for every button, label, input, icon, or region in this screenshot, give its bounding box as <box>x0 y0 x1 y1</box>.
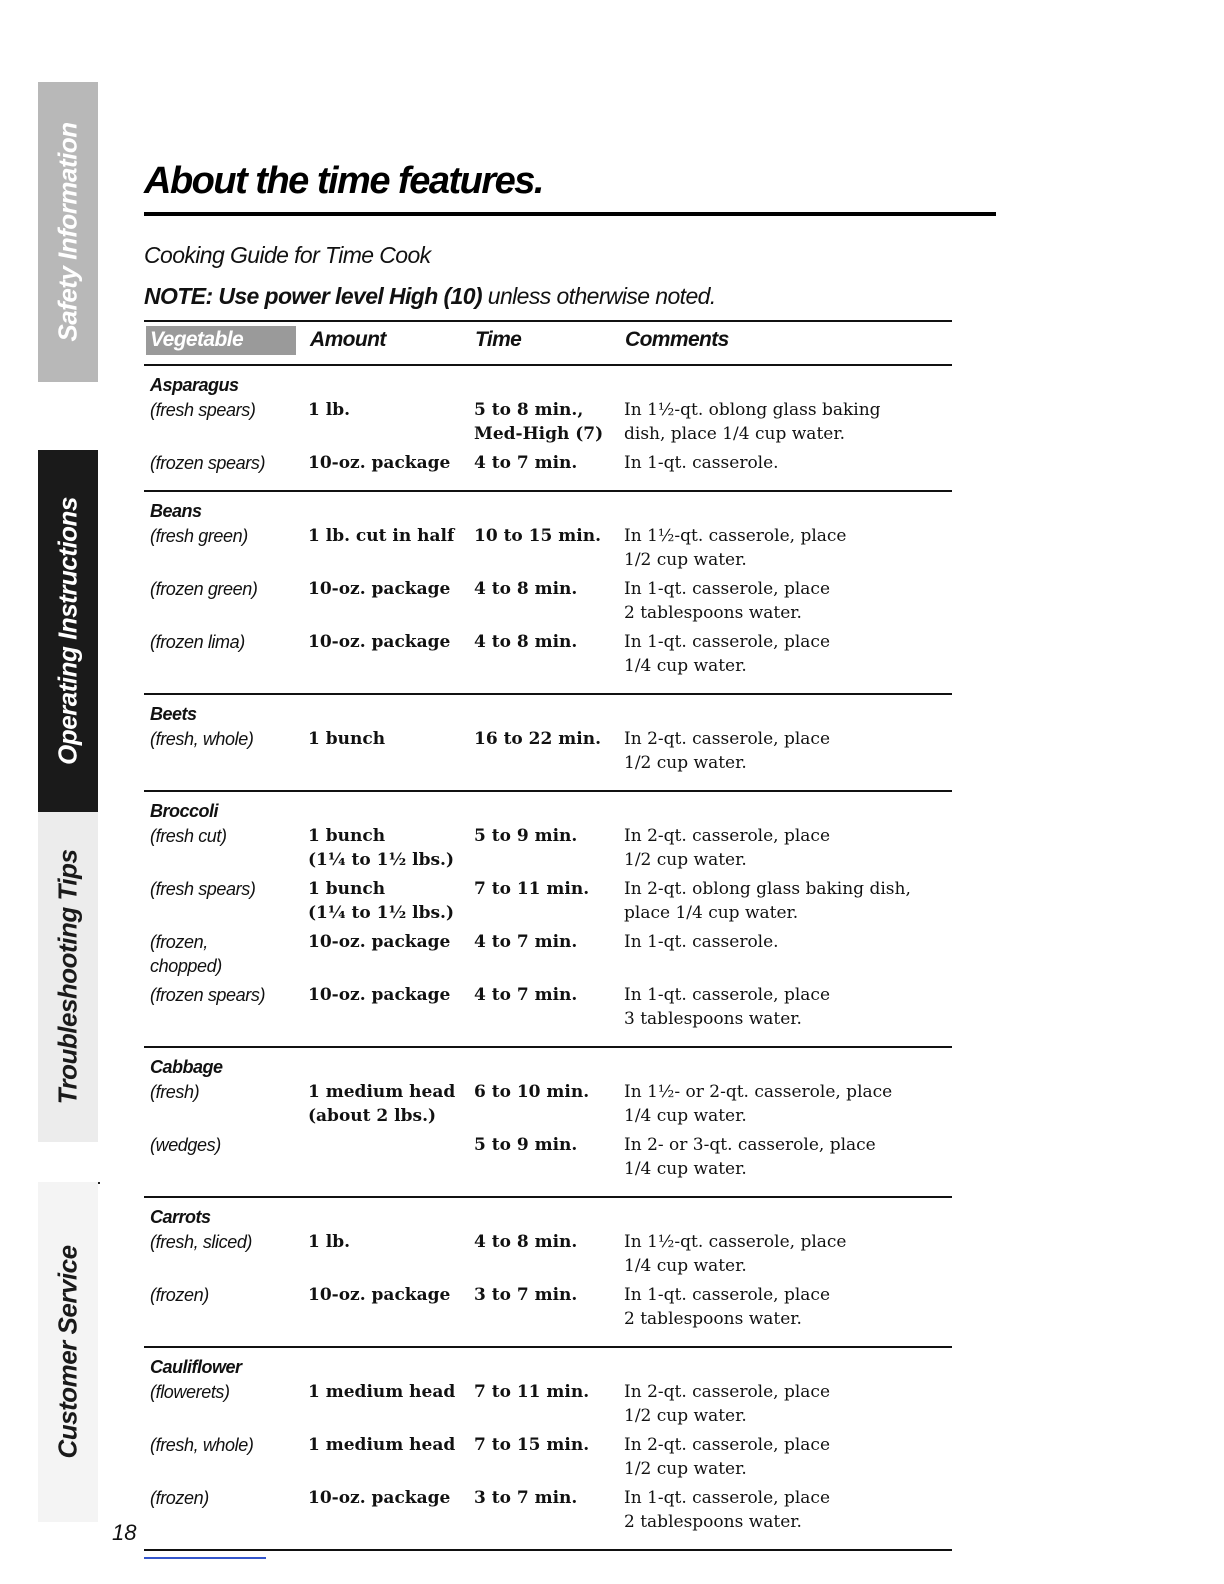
row-amount: 1 lb. <box>308 400 351 420</box>
row-variety: (frozen green) <box>150 579 258 599</box>
row-variety: (frozen lima) <box>150 632 245 652</box>
row-variety: (frozen spears) <box>150 985 266 1005</box>
table-row <box>144 1433 952 1481</box>
row-amount: 1 bunch (1¼ to 1½ lbs.) <box>308 879 454 923</box>
table-row <box>144 983 952 1031</box>
table-row <box>144 398 952 446</box>
row-variety: (fresh, whole) <box>150 729 254 749</box>
table-header <box>144 320 952 366</box>
table-row <box>144 577 952 625</box>
table-row <box>144 1380 952 1428</box>
vegetable-name: Asparagus <box>150 375 239 395</box>
table-row <box>144 1230 952 1278</box>
header-comments: Comments <box>625 328 729 351</box>
sidebar-tab-label: Troubleshooting Tips <box>52 849 83 1105</box>
note-suffix: unless otherwise noted. <box>482 283 716 309</box>
page-title: About the time features. <box>144 160 543 202</box>
row-time: 7 to 11 min. <box>474 879 590 899</box>
row-variety: (fresh, whole) <box>150 1435 254 1455</box>
power-level-note <box>144 283 716 310</box>
sidebar-tab-label: Customer Service <box>52 1245 83 1459</box>
table-row <box>144 877 952 925</box>
vegetable-group <box>144 492 952 695</box>
table-row <box>144 727 952 775</box>
row-time: 4 to 8 min. <box>474 579 578 599</box>
row-comment: In 2-qt. oblong glass baking dish, place 1/4 cup water. <box>624 879 911 923</box>
row-time: 5 to 8 min., Med-High (7) <box>474 400 604 444</box>
row-time: 5 to 9 min. <box>474 1135 578 1155</box>
sidebar-tab-operating-instructions[interactable] <box>38 450 98 812</box>
row-time: 3 to 7 min. <box>474 1488 578 1508</box>
sidebar-tab-label: Safety Information <box>52 122 83 342</box>
row-time: 5 to 9 min. <box>474 826 578 846</box>
row-amount: 1 bunch <box>308 729 386 749</box>
note-power-level: power level High (10) <box>264 283 482 309</box>
row-comment: In 1-qt. casserole. <box>624 932 779 952</box>
sidebar-tab-safety-information[interactable] <box>38 82 98 382</box>
row-time: 7 to 11 min. <box>474 1382 590 1402</box>
table-row <box>144 1486 952 1534</box>
vegetable-name: Broccoli <box>150 801 219 821</box>
row-time: 4 to 7 min. <box>474 932 578 952</box>
vegetable-group <box>144 1048 952 1198</box>
row-comment: In 2-qt. casserole, place 1/2 cup water. <box>624 729 831 773</box>
row-variety: (fresh green) <box>150 526 248 546</box>
row-amount: 1 lb. cut in half <box>308 526 455 546</box>
vegetable-group <box>144 1198 952 1348</box>
vegetable-name: Beets <box>150 704 197 724</box>
table-body <box>144 366 952 1551</box>
row-amount: 1 medium head <box>308 1435 456 1455</box>
row-amount: 1 medium head (about 2 lbs.) <box>308 1082 456 1126</box>
section-sidebar <box>38 82 98 1522</box>
row-variety: (fresh) <box>150 1082 200 1102</box>
sidebar-tab-label: Operating Instructions <box>52 497 83 765</box>
row-comment: In 2- or 3-qt. casserole, place 1/4 cup water. <box>624 1135 876 1179</box>
table-row <box>144 1080 952 1128</box>
vegetable-group <box>144 1348 952 1551</box>
row-comment: In 1-qt. casserole, place 1/4 cup water. <box>624 632 831 676</box>
row-variety: (fresh spears) <box>150 879 256 899</box>
row-comment: In 1-qt. casserole, place 2 tablespoons water. <box>624 579 831 623</box>
row-variety: (fresh spears) <box>150 400 256 420</box>
row-comment: In 1½-qt. casserole, place 1/2 cup water. <box>624 526 847 570</box>
page-number: 18 <box>112 1520 137 1545</box>
row-amount: 10-oz. package <box>308 932 451 952</box>
row-variety: (flowerets) <box>150 1382 230 1402</box>
table-row <box>144 1133 952 1181</box>
row-variety: (frozen) <box>150 1285 209 1305</box>
table-row <box>144 1283 952 1331</box>
row-variety: (fresh, sliced) <box>150 1232 253 1252</box>
row-amount: 10-oz. package <box>308 579 451 599</box>
sidebar-tab-customer-service[interactable] <box>38 1182 98 1522</box>
row-time: 6 to 10 min. <box>474 1082 590 1102</box>
row-comment: In 1-qt. casserole, place 3 tablespoons water. <box>624 985 831 1029</box>
row-comment: In 2-qt. casserole, place 1/2 cup water. <box>624 1435 831 1479</box>
row-amount: 1 medium head <box>308 1382 456 1402</box>
page-subtitle: Cooking Guide for Time Cook <box>144 242 431 268</box>
row-time: 4 to 8 min. <box>474 632 578 652</box>
header-vegetable: Vegetable <box>146 326 296 355</box>
row-amount: 10-oz. package <box>308 632 451 652</box>
table-row <box>144 824 952 872</box>
row-comment: In 1-qt. casserole, place 2 tablespoons water. <box>624 1488 831 1532</box>
row-comment: In 1½-qt. casserole, place 1/4 cup water. <box>624 1232 847 1276</box>
row-time: 10 to 15 min. <box>474 526 601 546</box>
row-amount: 1 lb. <box>308 1232 351 1252</box>
vegetable-name: Carrots <box>150 1207 211 1227</box>
row-amount: 10-oz. package <box>308 1285 451 1305</box>
sidebar-tab-troubleshooting-tips[interactable] <box>38 812 98 1142</box>
row-time: 3 to 7 min. <box>474 1285 578 1305</box>
vegetable-group <box>144 792 952 1048</box>
table-row <box>144 630 952 678</box>
table-row <box>144 930 952 978</box>
row-comment: In 1½-qt. oblong glass baking dish, place 1/4 cup water. <box>624 400 881 444</box>
row-comment: In 1-qt. casserole. <box>624 453 779 473</box>
row-time: 4 to 7 min. <box>474 453 578 473</box>
row-variety: (wedges) <box>150 1135 221 1155</box>
vegetable-name: Cabbage <box>150 1057 223 1077</box>
title-rule <box>144 212 996 216</box>
row-comment: In 1½- or 2-qt. casserole, place 1/4 cup water. <box>624 1082 893 1126</box>
row-time: 4 to 8 min. <box>474 1232 578 1252</box>
row-amount: 1 bunch (1¼ to 1½ lbs.) <box>308 826 454 870</box>
row-time: 4 to 7 min. <box>474 985 578 1005</box>
vegetable-name: Cauliflower <box>150 1357 242 1377</box>
row-variety: (frozen spears) <box>150 453 266 473</box>
vegetable-group <box>144 366 952 492</box>
table-row <box>144 524 952 572</box>
row-amount: 10-oz. package <box>308 985 451 1005</box>
table-row <box>144 451 952 475</box>
row-amount <box>308 1133 474 1181</box>
row-amount: 10-oz. package <box>308 1488 451 1508</box>
row-time: 16 to 22 min. <box>474 729 601 749</box>
vegetable-group <box>144 695 952 792</box>
row-amount: 10-oz. package <box>308 453 451 473</box>
row-variety: (fresh cut) <box>150 826 227 846</box>
row-comment: In 1-qt. casserole, place 2 tablespoons water. <box>624 1285 831 1329</box>
footer-link-underline <box>144 1557 266 1559</box>
note-prefix: NOTE: Use <box>144 283 265 309</box>
row-time: 7 to 15 min. <box>474 1435 590 1455</box>
cooking-guide-table <box>144 320 952 1551</box>
header-amount: Amount <box>310 328 386 351</box>
row-variety: (frozen) <box>150 1488 209 1508</box>
vegetable-name: Beans <box>150 501 202 521</box>
row-comment: In 2-qt. casserole, place 1/2 cup water. <box>624 1382 831 1426</box>
row-comment: In 2-qt. casserole, place 1/2 cup water. <box>624 826 831 870</box>
row-variety: (frozen, chopped) <box>150 932 222 976</box>
header-time: Time <box>475 328 522 351</box>
